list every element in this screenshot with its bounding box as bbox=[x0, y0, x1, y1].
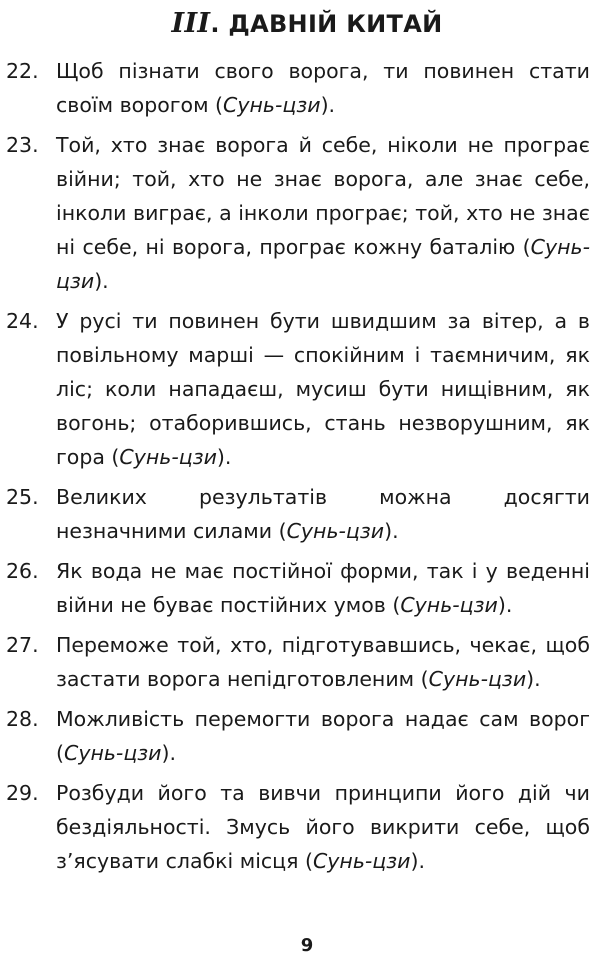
list-item bbox=[6, 628, 590, 696]
quote-source: Сунь-цзи bbox=[286, 519, 385, 543]
item-number: 29. bbox=[6, 781, 39, 805]
item-number: 28. bbox=[6, 707, 39, 731]
item-text bbox=[56, 776, 590, 878]
quote-close: ). bbox=[94, 269, 109, 293]
quote-source: Сунь-цзи bbox=[428, 667, 527, 691]
quote-close: ). bbox=[410, 849, 426, 873]
quote-text: Переможе той, хто, підготувавшись, чекає, щоб застати ворога непідготовленим ( bbox=[56, 633, 590, 691]
list-item bbox=[6, 480, 590, 548]
list-item bbox=[6, 304, 590, 474]
quote-list bbox=[6, 54, 590, 884]
quote-close: ). bbox=[320, 93, 336, 117]
quote-source: Сунь-цзи bbox=[312, 849, 411, 873]
quote-close: ). bbox=[526, 667, 541, 691]
quote-text: Щоб пізнати свого ворога, ти повинен стати своїм ворогом ( bbox=[56, 59, 590, 117]
quote-source: Сунь-цзи bbox=[64, 741, 162, 765]
item-text bbox=[56, 54, 590, 122]
page-number: 9 bbox=[300, 935, 314, 956]
quote-text: Великих результатів можна досягти незначними силами ( bbox=[56, 485, 590, 543]
list-item bbox=[6, 554, 590, 622]
quote-text: Розбуди його та вивчи принципи його дій чи бездіяльності. Змусь його викрити себе, щоб з’ясувати слабкі місця ( bbox=[56, 781, 590, 873]
item-number: 26. bbox=[6, 559, 39, 583]
quote-close: ). bbox=[216, 445, 232, 469]
quote-source: Сунь-цзи bbox=[223, 93, 321, 117]
quote-close: ). bbox=[497, 593, 513, 617]
chapter-title: . ДАВНІЙ КИТАЙ bbox=[210, 10, 443, 38]
quote-text: У русі ти повинен бути швидшим за вітер, а в повільному марші — спокійним і таємничим, як ліс; коли нападаєш, мусиш бути нищівним, як вогонь; отаборившись, стань незворушним, як гора ( bbox=[56, 309, 590, 469]
item-number: 22. bbox=[6, 59, 39, 83]
item-number: 23. bbox=[6, 133, 39, 157]
quote-source: Сунь-цзи bbox=[400, 593, 498, 617]
quote-close: ). bbox=[161, 741, 177, 765]
item-text bbox=[56, 480, 590, 548]
quote-source: Сунь-цзи bbox=[56, 235, 590, 293]
item-text bbox=[56, 628, 590, 696]
chapter-numeral: III bbox=[171, 8, 211, 39]
item-number: 27. bbox=[6, 633, 39, 657]
list-item bbox=[6, 54, 590, 122]
quote-source: Сунь-цзи bbox=[119, 445, 217, 469]
quote-text: Як вода не має постійної форми, так і у веденні війни не буває постійних умов ( bbox=[56, 559, 590, 617]
item-number: 25. bbox=[6, 485, 39, 509]
list-item bbox=[6, 776, 590, 878]
quote-close: ). bbox=[384, 519, 399, 543]
item-text bbox=[56, 304, 590, 474]
item-text bbox=[56, 702, 590, 770]
list-item bbox=[6, 128, 590, 298]
item-text bbox=[56, 554, 590, 622]
page-header bbox=[0, 8, 614, 39]
quote-text: Той, хто знає ворога й себе, ніколи не програє війни; той, хто не знає ворога, але знає себе, інколи виграє, а інколи програє; той, хто не знає ні себе, ні ворога, програє кожну баталію ( bbox=[56, 133, 590, 259]
item-number: 24. bbox=[6, 309, 39, 333]
item-text bbox=[56, 128, 590, 298]
quote-text: Можливість перемогти ворога надає сам ворог ( bbox=[56, 707, 590, 765]
list-item bbox=[6, 702, 590, 770]
